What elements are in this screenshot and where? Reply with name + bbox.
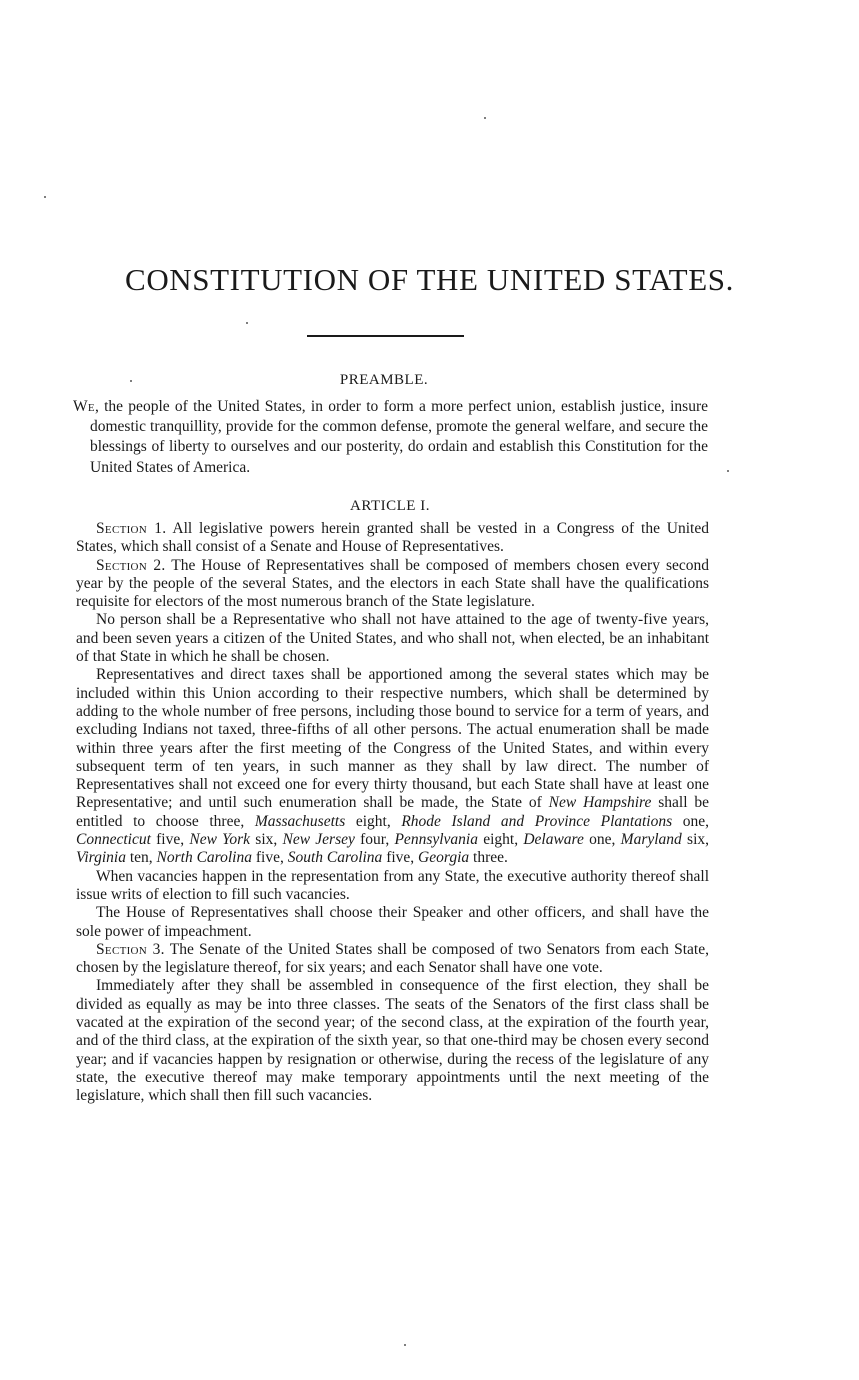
preamble-first-word: We bbox=[73, 398, 95, 415]
count-text: five, bbox=[251, 849, 288, 867]
count-text: six, bbox=[681, 831, 710, 849]
count-text: eight, bbox=[345, 812, 402, 830]
paper-speck bbox=[44, 196, 46, 198]
section-3-text: The Senate of the United States shall be composed of two Senators from each State, chosen by the legislature thereof, for six years; and each Senator shall have one vote. bbox=[76, 940, 709, 977]
count-text: shall be entitled to choose three, bbox=[76, 794, 710, 830]
count-text: five, bbox=[150, 831, 190, 849]
article-heading: ARTICLE I. bbox=[350, 498, 430, 514]
preamble-heading: PREAMBLE. bbox=[339, 372, 429, 388]
preamble-paragraph bbox=[73, 397, 708, 478]
state-connecticut: Connecticut bbox=[76, 831, 151, 849]
state-pennsylvania: Pennsylvania bbox=[394, 831, 478, 849]
count-text: one, bbox=[583, 831, 621, 849]
count-text: eight, bbox=[477, 831, 524, 849]
section-3-paragraph bbox=[76, 941, 709, 978]
state-massachusetts: Massachusetts bbox=[254, 812, 346, 830]
section-2-text: The House of Representatives shall be composed of members chosen every second year by the people of the several States, and the electors in each State shall have the qualifications requisite for electors of the most numerous branch of the State legislature. bbox=[76, 556, 709, 611]
no-person-paragraph: No person shall be a Representative who shall not have attained to the age of twenty-five years, and been seven years a citizen of the United States, and who shall not, when elected, be an inhabitant of that State in which he shall be chosen. bbox=[76, 611, 709, 666]
state-virginia: Virginia bbox=[76, 849, 126, 867]
count-text: five, bbox=[382, 849, 419, 867]
count-text: six, bbox=[250, 831, 283, 849]
section-1-paragraph bbox=[76, 520, 709, 557]
paper-speck bbox=[246, 322, 248, 324]
count-text: four, bbox=[354, 831, 395, 849]
state-south-carolina: South Carolina bbox=[287, 849, 383, 867]
count-text: ten, bbox=[125, 849, 157, 867]
state-delaware: Delaware bbox=[523, 831, 584, 849]
paper-speck bbox=[484, 117, 486, 119]
section-1-label: Section 1. bbox=[96, 520, 167, 537]
article-body bbox=[76, 520, 709, 1106]
state-new-hampshire: New Hampshire bbox=[548, 794, 652, 812]
preamble-text: , the people of the United States, in order to form a more perfect union, establish justice, insure domestic tranquillity, provide for the common defense, promote the general welfare, and secure the blessings of liberty to ourselves and our posterity, do ordain and establish this Constitution for the United States of America. bbox=[90, 398, 708, 476]
state-north-carolina: North Carolina bbox=[156, 849, 252, 867]
document-title: CONSTITUTION OF THE UNITED STATES. bbox=[125, 262, 734, 297]
apportionment-text: Representatives and direct taxes shall be apportioned among the several states which may be included within this Union according to their respective numbers, which shall be determined by adding to the whole number of free persons, including those bound to service for a term of years, and excluding Indians not taxed, three-fifths of all other persons. The actual enumeration shall be made within three years after the first meeting of the Congress of the United States, and within every subsequent term of ten years, in such manner as they shall by law direct. The number of Representatives shall not exceed one for every thirty thousand, but each State shall have at least one Representative; and until such enumeration shall be made, the State of bbox=[76, 666, 709, 812]
state-rhode-island: Rhode Island and Province Plantations bbox=[401, 812, 673, 830]
apportionment-paragraph bbox=[76, 666, 709, 867]
state-georgia: Georgia bbox=[418, 849, 470, 867]
paper-speck bbox=[130, 380, 132, 382]
house-officers-paragraph: The House of Representatives shall choose their Speaker and other officers, and shall have the sole power of impeachment. bbox=[76, 904, 709, 940]
paper-speck bbox=[727, 470, 729, 472]
section-3-label: Section 3. bbox=[96, 940, 165, 958]
paper-speck bbox=[404, 1344, 406, 1346]
state-new-york: New York bbox=[189, 831, 251, 849]
state-maryland: Maryland bbox=[620, 831, 682, 849]
section-2-paragraph bbox=[76, 557, 709, 612]
senate-classes-paragraph: Immediately after they shall be assembled in consequence of the first election, they shall be divided as equally as may be into three classes. The seats of the Senators of the first class shall be vacated at the expiration of the second year; of the second class, at the expiration of the fourth year, and of the third class, at the expiration of the sixth year, so that one-third may be chosen every second year; and if vacancies happen by resignation or otherwise, during the recess of the legislature of any state, the executive thereof may make temporary appointments until the next meeting of the legislature, which shall then fill such vacancies. bbox=[76, 977, 709, 1105]
title-rule bbox=[307, 335, 464, 337]
vacancies-paragraph: When vacancies happen in the representation from any State, the executive authority thereof shall issue writs of election to fill such vacancies. bbox=[76, 867, 709, 903]
section-1-text: All legislative powers herein granted shall be vested in a Congress of the United States, which shall consist of a Senate and House of Representatives. bbox=[76, 520, 709, 556]
count-text: three. bbox=[469, 849, 508, 867]
count-text: one, bbox=[672, 812, 709, 830]
state-new-jersey: New Jersey bbox=[282, 831, 355, 849]
section-2-label: Section 2. bbox=[96, 556, 166, 574]
